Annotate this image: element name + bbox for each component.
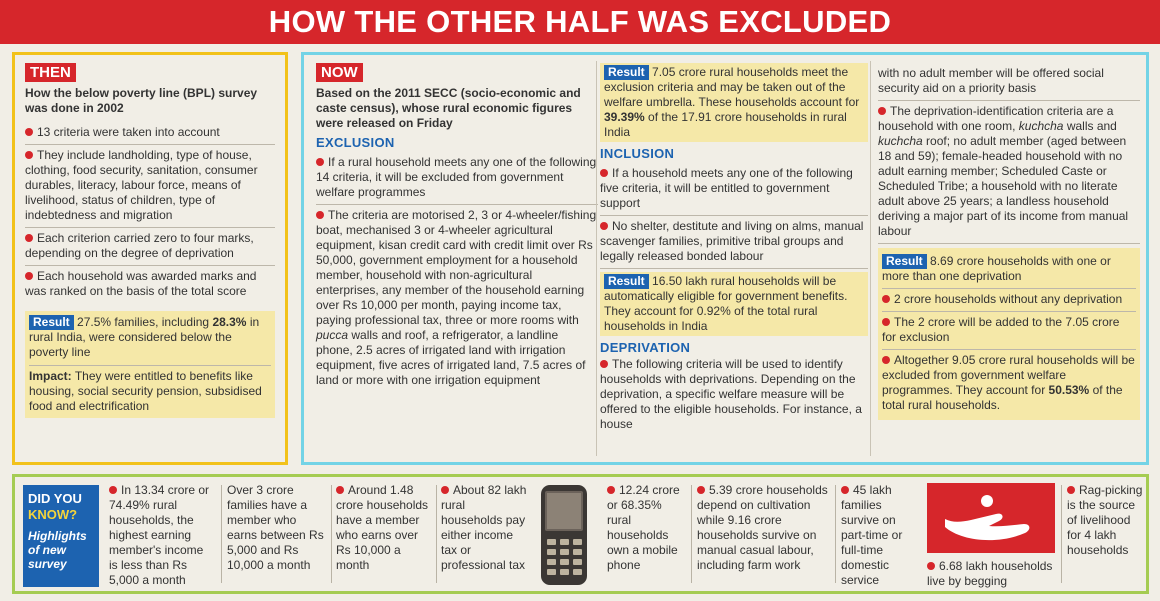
bullet-icon [882,295,890,303]
bullet-icon [441,486,449,494]
fact-item: Rag-picking is the source of livelihood for 4 lakh households [1067,483,1143,557]
bullet-icon [600,360,608,368]
bullet-icon [336,486,344,494]
bullet-icon [316,158,324,166]
bullet-icon [600,222,608,230]
column-divider [596,61,597,456]
now-panel [301,52,1149,465]
fact-item: 45 lakh families survive on part-time or full-time domestic service [841,483,903,587]
inclusion-heading: INCLUSION [600,146,675,161]
now-column-1 [316,63,598,454]
fact-divider [221,485,222,583]
bullet-icon [109,486,117,494]
fact-divider [1061,485,1062,583]
result-tag: Result [882,254,927,269]
bullet-icon [697,486,705,494]
bullet-icon [927,562,935,570]
then-bullet: They include landholding, type of house, clothing, food security, sanitation, consumer durables, literacy, labour force, means of livelihood, status of children, type of indebtedness and migration [25,145,275,228]
did-you-know-panel [12,474,1149,594]
bullet-icon [1067,486,1075,494]
result-tag: Result [29,315,74,330]
exclusion-result-box: Result 7.05 crore rural households meet the exclusion criteria and may be taken out of the welfare umbrella. These households account for 39.39% of the 17.91 crore households in rural India [600,63,868,142]
bullet-icon [607,486,615,494]
fact-item: 12.24 crore or 68.35% rural households own a mobile phone [607,483,680,572]
deprivation-result-box: Result 8.69 crore households with one or more than one deprivation 2 crore households without any deprivation The 2 crore will be added to the 7.05 crore for exclusion Altogether 9.05 crore rural households will be excluded from government welfare programmes. They account for 50.53% of the total rural households. [878,248,1140,420]
fact-divider [691,485,692,583]
bullet-icon [841,486,849,494]
fact-divider [331,485,332,583]
then-intro: How the below poverty line (BPL) survey was done in 2002 [25,86,258,115]
then-result-box: Result 27.5% families, including 28.3% in rural India, were considered below the poverty line Impact: They were entitled to benefits like housing, social security pension, subsidised food and electrification [25,311,275,418]
then-panel [12,52,288,465]
then-bullet: Each criterion carried zero to four marks, depending on the degree of deprivation [25,228,275,266]
bullet-icon [882,318,890,326]
bullet-icon [25,151,33,159]
exclusion-criteria: The criteria are motorised 2, 3 or 4-wheeler/fishing boat, mechanised 3 or 4-wheeler agricultural equipment, kisan credit card with credit limit over Rs 50,000, government employment for a household member, household with non-agricultural enterprises, any member of the household earning over Rs 10,000 per month, paying income tax, paying professional tax, three or more rooms with pucca walls and roof, a refrigerator, a landline phone, 2.5 acres of irrigated land with irrigation equipment, five acres of irrigated land, 7.5 acres of land or more with one irrigation equipment [316,208,597,387]
deprivation-criteria: The deprivation-identification criteria are a household with one room, kuchcha walls and kuchcha roof; no adult member (aged between 18 and 59); female-headed household with no adult earning member; Scheduled Caste or Scheduled Tribe; a household with no literate adult above 25 years; a landless household deriving a major part of its income from manual labour [878,101,1140,244]
know-title: KNOW? [28,507,78,522]
impact-text: Impact: They were entitled to benefits like housing, social security pension, subsidised food and electrification [29,365,271,414]
did-you-know-box [23,485,99,587]
now-intro: Based on the 2011 SECC (socio-economic and caste census), whose rural economic figures were released on Friday [316,86,581,130]
then-tag: THEN [25,63,76,82]
begging-hand-icon [927,483,1055,553]
inclusion-result-box: Result 16.50 lakh rural households will be automatically eligible for government benefits. They account for 0.92% of the total rural households in India [600,272,868,336]
bullet-icon [878,107,886,115]
bullet-icon [25,128,33,136]
inclusion-criteria: No shelter, destitute and living on alms, manual scavenger families, primitive tribal groups and legally released bonded labour [600,216,868,269]
fact-divider [436,485,437,583]
exclusion-bullet: If a rural household meets any one of the following 14 criteria, it will be excluded from government welfare programmes [316,152,598,205]
headline-banner: HOW THE OTHER HALF WAS EXCLUDED [0,0,1160,44]
then-bullet: 13 criteria were taken into account [25,122,275,145]
bullet-icon [316,211,324,219]
fact-item: In 13.34 crore or 74.49% rural households, the highest earning member's income is less than Rs 5,000 a month [109,483,210,587]
result-tag: Result [604,274,649,289]
fact-divider [835,485,836,583]
bullet-icon [882,356,890,364]
inclusion-bullet: If a household meets any one of the following five criteria, it will be entitled to government support [600,163,868,216]
highlights-subtitle: Highlights of new survey [28,529,87,571]
fact-item: 5.39 crore households depend on cultivation while 9.16 crore households survive on manual casual labour, including farm work [697,483,828,572]
mobile-phone-icon [531,483,603,589]
did-you-know-title: DID YOU [28,491,82,506]
deprivation-bullet: The following criteria will be used to identify households with deprivations. Depending on the deprivation, a specific welfare measure will be offered to the eligible households. For instance, a house [600,357,862,431]
deprivation-heading: DEPRIVATION [600,340,691,355]
bullet-icon [25,234,33,242]
fact-item: About 82 lakh rural households pay either income tax or professional tax [441,483,527,572]
bullet-icon [600,169,608,177]
now-tag: NOW [316,63,363,82]
bullet-icon [25,272,33,280]
fact-item: Around 1.48 crore households have a member who earns over Rs 10,000 a month [336,483,429,572]
column-divider [870,61,871,456]
now-column-2 [600,63,868,454]
deprivation-continued: with no adult member will be offered social security aid on a priority basis [878,63,1140,101]
then-bullet: Each household was awarded marks and was ranked on the basis of the total score [25,269,257,298]
fact-item: Over 3 crore families have a member who earns between Rs 5,000 and Rs 10,000 a month [227,483,324,572]
exclusion-heading: EXCLUSION [316,135,395,150]
now-column-3 [878,63,1140,454]
result-tag: Result [604,65,649,80]
fact-item: 6.68 lakh households live by begging [927,559,1053,588]
